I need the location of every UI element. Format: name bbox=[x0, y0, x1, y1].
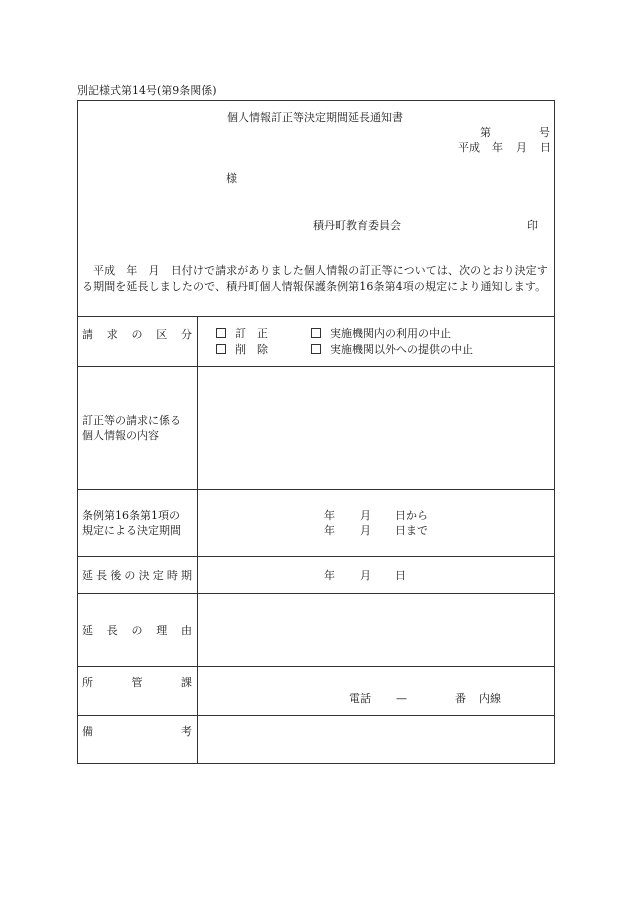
header-era: 平成 bbox=[458, 141, 480, 154]
extended-year: 年 bbox=[324, 569, 335, 582]
notice-body: 平成 年 月 日付けで請求がありました個人情報の訂正等については、次のとおり決定する期間を延長しましたので、積丹町個人情報保護条例第16条第4項の規定により通知します。 bbox=[82, 264, 548, 293]
checkbox-stop-external-provision[interactable] bbox=[311, 344, 321, 354]
recipient-suffix: 様 bbox=[226, 172, 237, 185]
period-to-month: 月 bbox=[360, 524, 371, 537]
divider-extended bbox=[77, 593, 555, 594]
divider-request-type bbox=[77, 366, 555, 367]
number-prefix: 第 bbox=[480, 126, 491, 139]
header-day: 日 bbox=[540, 141, 551, 154]
dept-phone-label: 電話 bbox=[349, 692, 371, 705]
dept-phone-dash: — bbox=[396, 692, 407, 705]
label-dept: 所 管 課 bbox=[82, 676, 192, 689]
period-from-month: 月 bbox=[360, 509, 371, 522]
extended-day: 日 bbox=[395, 569, 406, 582]
period-from-year: 年 bbox=[324, 509, 335, 522]
issuer-name: 積丹町教育委員会 bbox=[313, 219, 401, 232]
checkbox-stop-internal-use[interactable] bbox=[311, 328, 321, 338]
divider-dept bbox=[77, 715, 555, 716]
option-stop-internal-use[interactable]: 実施機関内の利用の中止 bbox=[311, 327, 451, 340]
page-title: 個人情報訂正等決定期間延長通知書 bbox=[227, 111, 403, 124]
label-period-line2: 規定による決定期間 bbox=[82, 524, 181, 537]
label-content-line2: 個人情報の内容 bbox=[82, 429, 159, 442]
label-reason: 延 長 の 理 由 bbox=[82, 624, 192, 637]
divider-reason bbox=[77, 666, 555, 667]
period-from-day: 日から bbox=[395, 509, 428, 522]
seal-mark: 印 bbox=[527, 219, 538, 232]
checkbox-correction[interactable] bbox=[216, 328, 226, 338]
divider-content bbox=[77, 489, 555, 490]
extended-month: 月 bbox=[360, 569, 371, 582]
label-extended-time: 延 長 後 の 決 定 時 期 bbox=[82, 569, 192, 582]
period-to-year: 年 bbox=[324, 524, 335, 537]
option-deletion[interactable]: 削 除 bbox=[216, 343, 268, 356]
form-id: 別記様式第14号(第9条関係) bbox=[77, 84, 217, 97]
checkbox-deletion[interactable] bbox=[216, 344, 226, 354]
number-suffix: 号 bbox=[539, 126, 550, 139]
label-content-line1: 訂正等の請求に係る bbox=[82, 414, 181, 427]
period-to-day: 日まで bbox=[395, 524, 428, 537]
divider-period bbox=[77, 556, 555, 557]
option-stop-external-provision[interactable]: 実施機関以外への提供の中止 bbox=[311, 343, 473, 356]
label-period-line1: 条例第16条第1項の bbox=[82, 509, 180, 522]
header-year: 年 bbox=[492, 141, 503, 154]
label-remarks: 備 考 bbox=[82, 725, 192, 738]
dept-ban: 番 bbox=[455, 692, 466, 705]
divider-header bbox=[77, 316, 555, 317]
label-request-type: 請 求 の 区 分 bbox=[82, 328, 192, 341]
header-month: 月 bbox=[516, 141, 527, 154]
option-correction[interactable]: 訂 正 bbox=[216, 327, 268, 340]
column-divider bbox=[197, 316, 198, 764]
dept-extension: 内線 bbox=[479, 692, 501, 705]
